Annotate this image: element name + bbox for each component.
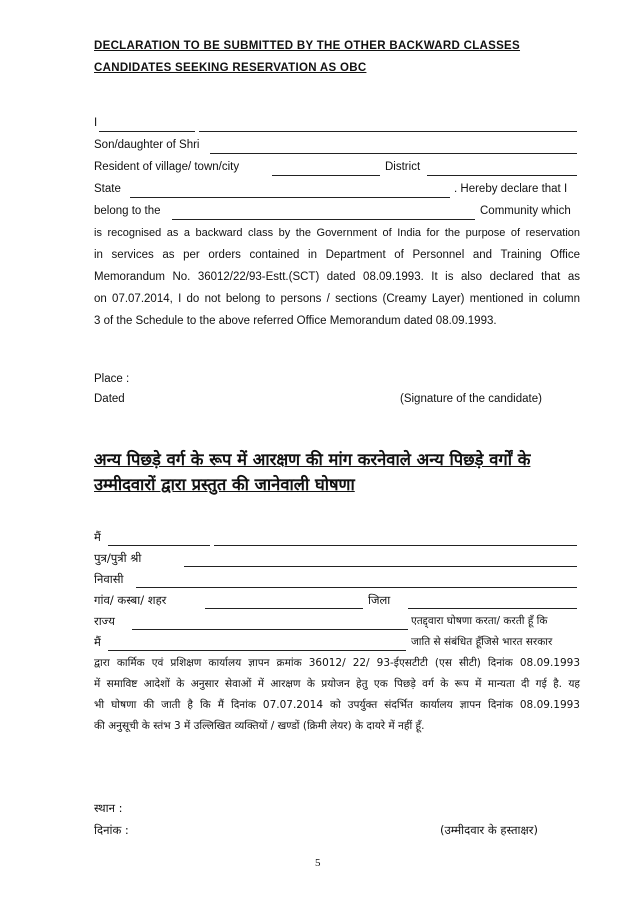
village-blank (272, 175, 380, 176)
hindi-resident-blank (136, 587, 577, 588)
english-body-line5: 3 of the Schedule to the above referred Office Memorandum dated 08.09.1993. (94, 315, 497, 327)
hindi-title-line1: अन्य पिछड़े वर्ग के रूप में आरक्षण की मांग करनेवाले अन्य पिछड़े वर्गों के (94, 450, 531, 469)
dated-label: Dated (94, 393, 125, 405)
hindi-field-main-label: मैं (94, 530, 101, 544)
field-resident-label: Resident of village/ town/city (94, 161, 240, 173)
hindi-son-blank (184, 566, 577, 567)
english-body-line1: is recognised as a backward class by the Government of India for the purpose of reservation (94, 227, 580, 239)
name-blank-1 (99, 131, 195, 132)
hindi-body-line4: की अनुसूची के स्तंभ 3 में उल्लिखित व्यक्तियों / खण्डों (क्रिमी लेयर) के दायरे में नहीं हूँ. (94, 720, 425, 732)
hindi-field-village-label: गांव/ कस्बा/ शहर (94, 593, 167, 607)
hindi-field-district-label: जिला (368, 593, 391, 607)
hindi-field-son-label: पुत्र/पुत्री श्री (94, 551, 142, 565)
english-title-line1: DECLARATION TO BE SUBMITTED BY THE OTHER BACKWARD CLASSES (94, 40, 521, 52)
hindi-caste-text: जाति से संबंधित हूँजिसे भारत सरकार (411, 636, 553, 648)
hindi-hereby-text: एतद्द्वारा घोषणा करता/ करती हूँ कि (411, 615, 548, 627)
hindi-caste-blank (108, 650, 406, 651)
hindi-state-blank (132, 629, 408, 630)
community-text: Community which (480, 205, 571, 217)
hindi-village-blank (205, 608, 363, 609)
hindi-body-line1: द्वारा कार्मिक एवं प्रशिक्षण कार्यालय ज्ञापन क्रमांक 36012/ 22/ 93-ईएसटीटी (एस सीटी) दिनांक 08.09.1993 (94, 657, 580, 669)
belong-label: belong to the (94, 205, 161, 217)
english-body-line4: on 07.07.2014, I do not belong to persons / sections (Creamy Layer) mentioned in column (94, 293, 580, 305)
field-son-label: Son/daughter of Shri (94, 139, 200, 151)
field-state-label: State (94, 183, 121, 195)
hindi-dated-label: दिनांक : (94, 823, 129, 837)
hindi-title-line2: उम्मीदवारों द्वारा प्रस्तुत की जानेवाली घोषणा (94, 475, 355, 494)
hindi-name-blank-2 (214, 545, 577, 546)
english-body-line3: Memorandum No. 36012/22/93-Estt.(SCT) dated 08.09.1993. It is also declared that as (94, 271, 580, 283)
hindi-body-line3: भी घोषणा की जाती है कि मैं दिनांक 07.07.2014 को उपर्युक्त संदर्भित कार्यालय ज्ञापन दिनांक 08.09.1993 (94, 699, 580, 711)
hindi-field-main2-label: मैं (94, 635, 101, 649)
hindi-name-blank-1 (108, 545, 210, 546)
english-body-line2: in services as per orders contained in Department of Personnel and Training Office (94, 249, 580, 261)
hindi-field-resident-label: निवासी (94, 572, 124, 586)
page-number: 5 (315, 857, 321, 869)
place-label: Place : (94, 373, 130, 385)
signature-label: (Signature of the candidate) (400, 393, 542, 405)
english-title-line2: CANDIDATES SEEKING RESERVATION AS OBC (94, 62, 367, 74)
hindi-place-label: स्थान : (94, 801, 123, 815)
hindi-signature-label: (उम्मीदवार के हस्ताक्षर) (440, 823, 538, 837)
community-blank (172, 219, 475, 220)
son-blank (210, 153, 577, 154)
district-blank (427, 175, 577, 176)
name-blank-2 (199, 131, 577, 132)
state-blank (130, 197, 450, 198)
hindi-district-blank (408, 608, 577, 609)
field-district-label: District (385, 161, 421, 173)
hereby-text: . Hereby declare that I (454, 183, 568, 195)
field-i-label: I (94, 117, 98, 129)
hindi-body-line2: में समाविष्ट आदेशों के अनुसार सेवाओं में आरक्षण के प्रयोजन हेतु एक पिछड़े वर्ग के रूप में मान्यता दी गई है. यह (94, 678, 580, 690)
hindi-field-state-label: राज्य (94, 614, 115, 628)
